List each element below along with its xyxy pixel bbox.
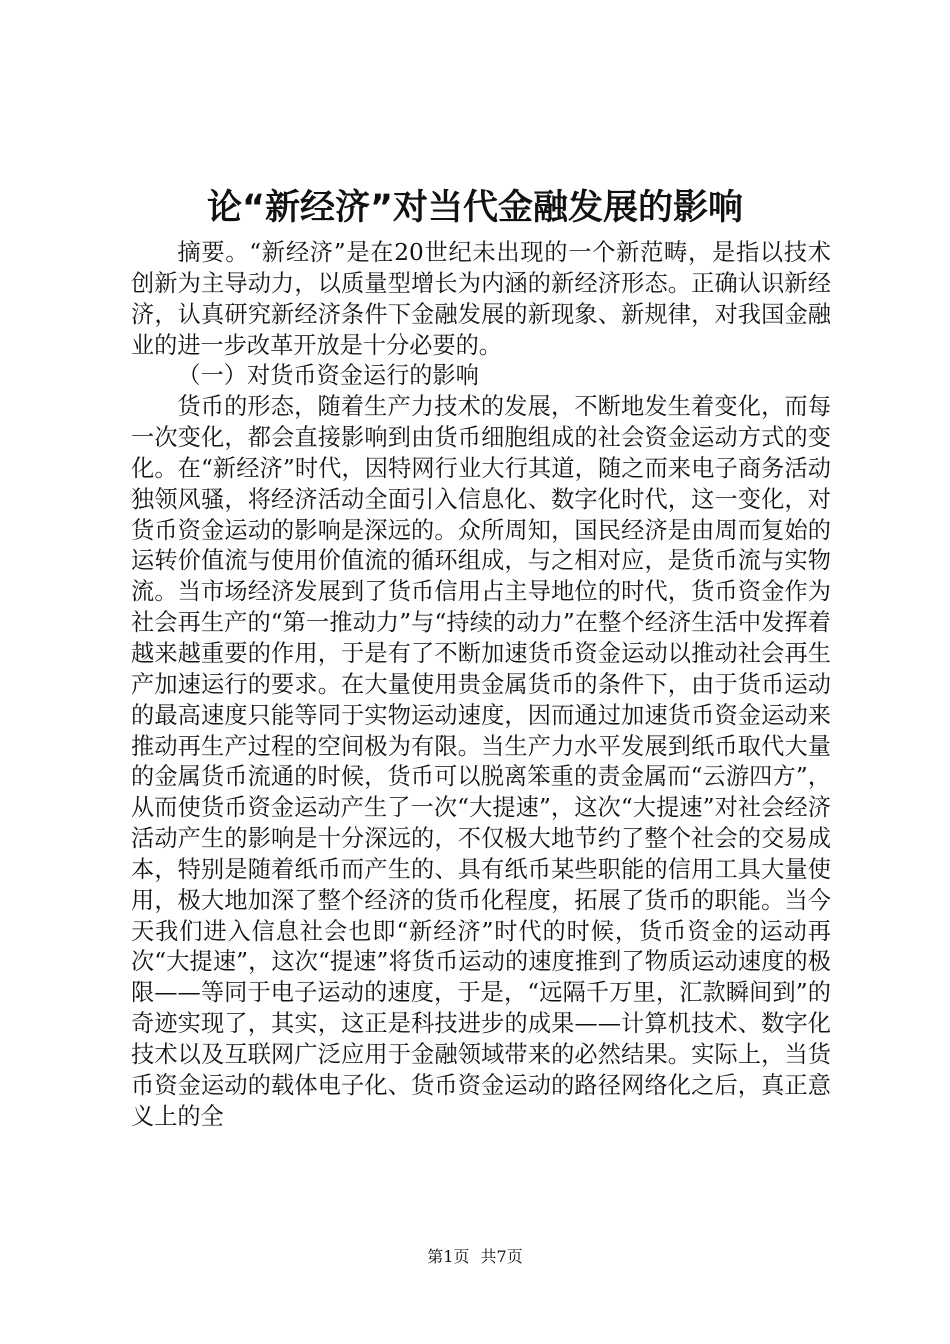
body-paragraph: 货币的形态，随着生产力技术的发展，不断地发生着变化，而每一次变化，都会直接影响到由货币细胞组成的社会资金运动方式的变化。在“新经济”时代，因特网行业大行其道，随之而来电子商务活动独领风骚，将经济活动全面引入信息化、数字化时代，这一变化，对货币资金运动的影响是深远的。众所周知，国民经济是由周而复始的运转价值流与使用价值流的循环组成，与之相对应，是货币流与实物流。当市场经济发展到了货币信用占主导地位的时代，货币资金作为社会再生产的“第一推动力”与“持续的动力”在整个经济生活中发挥着越来越重要的作用，于是有了不断加速货币资金运动以推动社会再生产加速运行的要求。在大量使用贵金属货币的条件下，由于货币运动的最高速度只能等同于实物运动速度，因而通过加速货币资金运动来推动再生产过程的空间极为有限。当生产力水平发展到纸币取代大量的金属货币流通的时候，货币可以脱离笨重的责金属而“云游四方”，从而使货币资金运动产生了一次“大提速”，这次“大提速”对社会经济活动产生的影响是十分深远的，不仅极大地节约了整个社会的交易成本，特别是随着纸币而产生的、具有纸币某些职能的信用工具大量使用，极大地加深了整个经济的货币化程度，拓展了货币的职能。当今天我们进入信息社会也即“新经济”时代的时候，货币资金的运动再次“大提速”，这次“提速”将货币运动的速度推到了物质运动速度的极限——等同于电子运动的速度，于是，“远隔千万里，汇款瞬间到”的奇迹实现了，其实，这正是科技进步的成果——计算机技术、数字化技术以及互联网广泛应用于金融领域带来的必然结果。实际上，当货币资金运动的载体电子化、货币资金运动的路径网络化之后，真正意义上的全 <box>131 393 831 1130</box>
section-heading: （一）对货币资金运行的影响 <box>177 362 479 390</box>
page-footer <box>0 1247 950 1267</box>
document-body <box>131 238 831 1132</box>
document-title: 论“新经济”对当代金融发展的影响 <box>206 188 743 228</box>
abstract-paragraph: 摘要。“新经济”是在20世纪未出现的一个新范畴，是指以技术创新为主导动力，以质量型增长为内涵的新经济形态。正确认识新经济，认真研究新经济条件下金融发展的新现象、新规律，对我国金融业的进一步改革开放是十分必要的。 <box>131 239 831 359</box>
page-number: 第1页 <box>427 1247 470 1266</box>
page-total: 共7页 <box>480 1247 523 1266</box>
